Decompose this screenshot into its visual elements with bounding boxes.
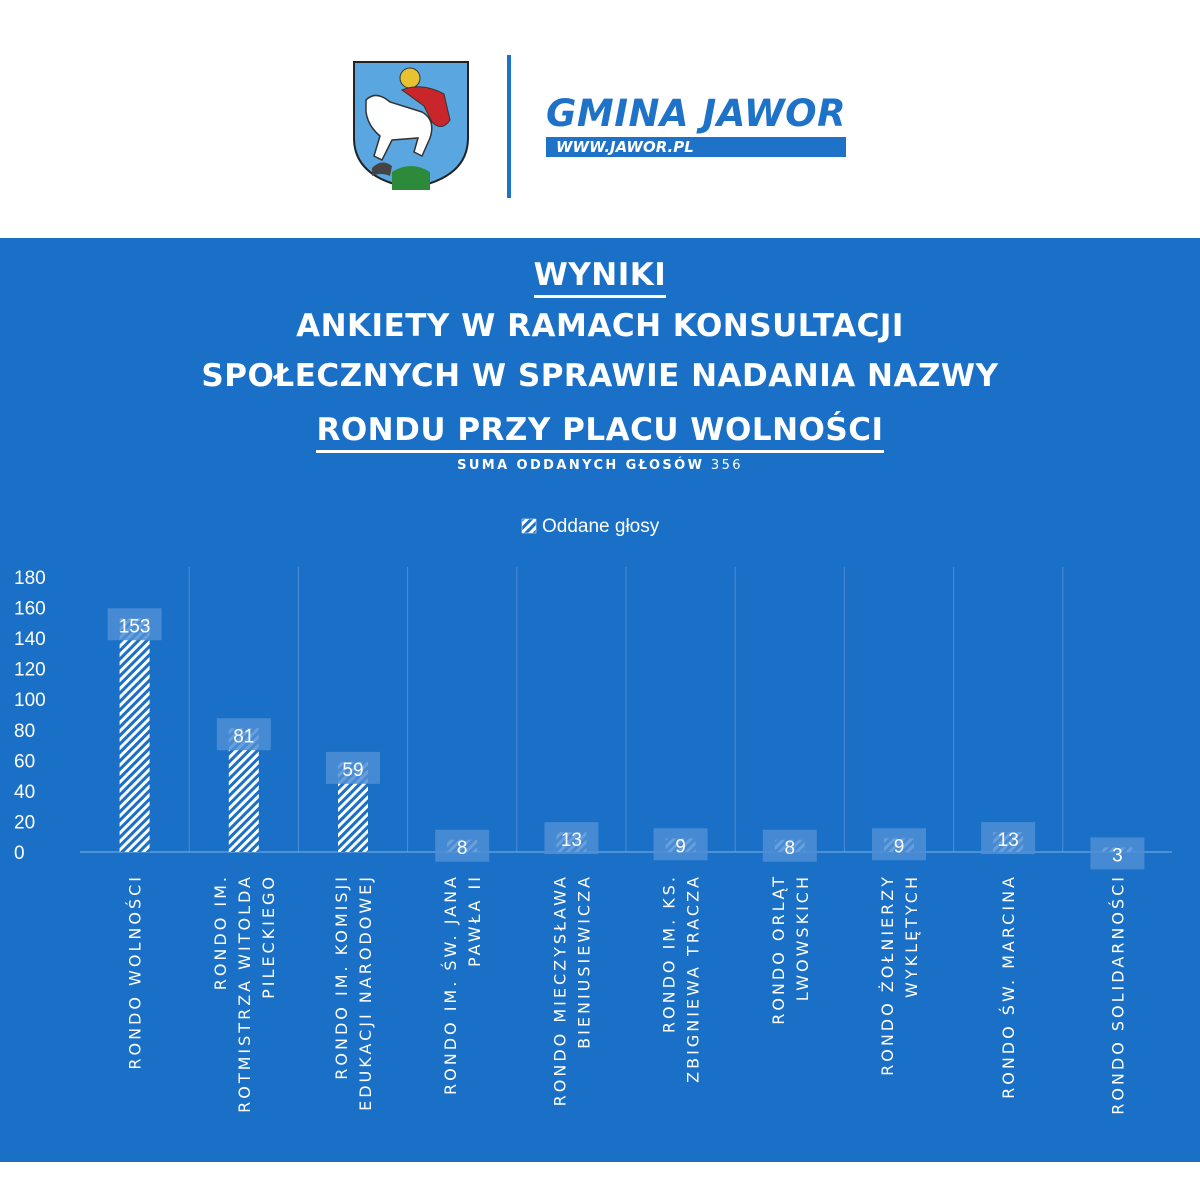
vote-sum-label: SUMA ODDANYCH GŁOSÓW: [457, 458, 705, 473]
y-tick-label: 60: [14, 751, 36, 773]
x-tick-label: [660, 874, 703, 1083]
y-tick-label: 100: [14, 690, 46, 712]
x-tick-label: [550, 874, 593, 1106]
data-label: 59: [342, 759, 364, 781]
bottom-strip: [0, 1162, 1200, 1200]
x-tick-line: ROTMISTRZA WITOLDA: [234, 874, 254, 1113]
x-tick-label: [126, 874, 145, 1070]
x-tick-line: RONDO IM. KOMISJI: [332, 874, 351, 1080]
y-tick-label: 0: [14, 843, 25, 864]
x-tick-line: RONDO IM. ŚW. JANA: [441, 874, 461, 1095]
legend-label: Oddane głosy: [542, 516, 660, 537]
x-tick-label: [211, 874, 278, 1113]
y-tick-label: 80: [14, 720, 36, 742]
y-tick-label: 20: [14, 812, 36, 834]
data-label: 9: [893, 836, 905, 858]
data-label: 8: [456, 837, 468, 859]
y-tick-label: 40: [14, 781, 36, 803]
data-label: 81: [233, 726, 255, 748]
y-axis: [14, 568, 46, 864]
x-tick-line: WYKLĘTYCH: [902, 874, 921, 998]
title-line-1: WYNIKI: [0, 255, 1200, 298]
data-label: 9: [675, 836, 686, 858]
data-label: 13: [560, 830, 582, 852]
data-label: 3: [1112, 845, 1123, 867]
brand-url[interactable]: WWW.JAWOR.PL: [546, 137, 846, 157]
title-line-2: ANKIETY W RAMACH KONSULTACJI: [296, 308, 904, 344]
chart-legend: [522, 516, 660, 537]
coat-of-arms-icon: [352, 60, 470, 190]
x-tick-line: RONDO IM.: [210, 874, 230, 991]
x-tick-line: PAWŁA II: [465, 874, 485, 967]
title-line-3: SPOŁECZNYCH W SPRAWIE NADANIA NAZWY: [201, 358, 999, 394]
x-tick-label: [332, 874, 375, 1111]
y-tick-label: 160: [14, 598, 46, 620]
x-axis: [126, 874, 1128, 1115]
x-tick-label: [999, 874, 1018, 1099]
x-tick-line: LWOWSKICH: [792, 874, 812, 1002]
x-tick-label: [1108, 874, 1127, 1115]
y-tick-label: 180: [14, 568, 46, 589]
header-divider: [507, 55, 511, 198]
x-tick-line: RONDO IM. KS.: [659, 874, 679, 1034]
legend-swatch: [522, 519, 536, 533]
bar-chart: [0, 238, 1200, 1162]
x-tick-line: RONDO WOLNOŚCI: [125, 874, 145, 1070]
x-tick-line: ZBIGNIEWA TRACZA: [683, 874, 703, 1083]
x-tick-line: RONDO ŻOŁNIERZY: [878, 874, 897, 1076]
brand-name: GMINA JAWOR: [546, 92, 847, 135]
vote-sum-value: 356: [710, 458, 743, 473]
y-tick-label: 140: [14, 629, 46, 651]
title-line-4: RONDU PRZY PLACU WOLNOŚCI: [0, 410, 1200, 453]
x-tick-label: [441, 874, 484, 1095]
x-tick-label: [878, 874, 921, 1076]
x-tick-line: EDUKACJI NARODOWEJ: [356, 874, 375, 1111]
x-tick-label: [769, 874, 812, 1025]
x-tick-line: RONDO ŚW. MARCINA: [999, 874, 1019, 1099]
data-label: 13: [997, 830, 1019, 852]
x-tick-line: RONDO ORLĄT: [768, 874, 788, 1025]
x-tick-line: RONDO SOLIDARNOŚCI: [1108, 874, 1128, 1115]
bar: [120, 618, 150, 852]
x-tick-line: BIENIUSIEWICZA: [574, 874, 594, 1049]
x-tick-line: PILECKIEGO: [258, 874, 278, 999]
header: [0, 0, 1200, 238]
y-tick-label: 120: [14, 659, 46, 681]
data-label: 153: [118, 616, 151, 638]
data-label: 8: [784, 837, 796, 859]
x-tick-line: RONDO MIECZYSŁAWA: [550, 874, 570, 1107]
